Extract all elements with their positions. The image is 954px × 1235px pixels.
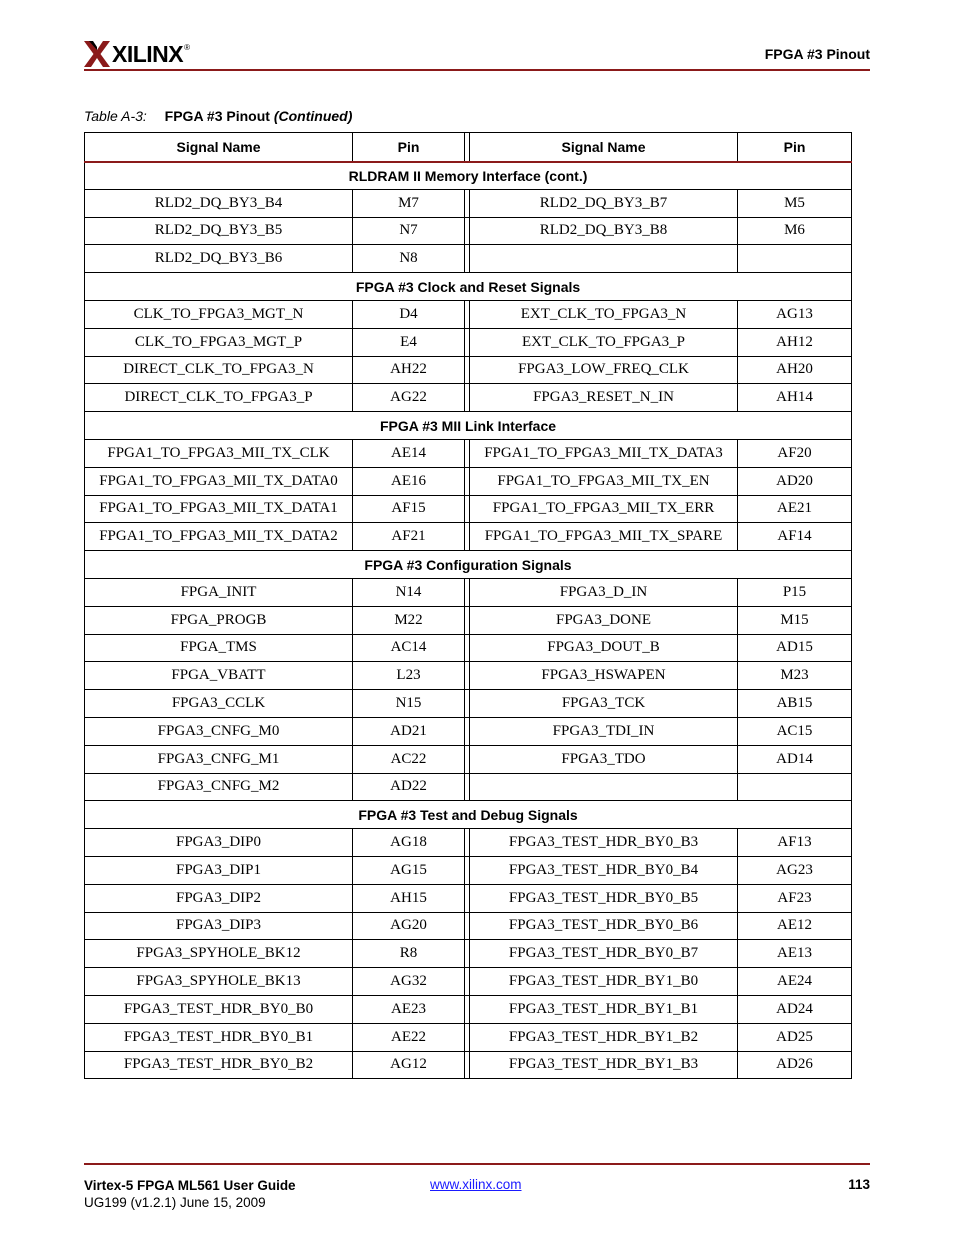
pin-left: N14: [353, 578, 465, 606]
table-row: [85, 578, 852, 606]
signal-name-right: FPGA1_TO_FPGA3_MII_TX_DATA3: [470, 439, 738, 467]
pin-right: AE24: [738, 968, 852, 996]
logo-text: XILINX: [112, 40, 184, 67]
pin-left: AG18: [353, 829, 465, 857]
signal-name-left: FPGA3_SPYHOLE_BK13: [85, 968, 353, 996]
pin-left: AH15: [353, 884, 465, 912]
signal-name-right: [470, 773, 738, 801]
section-row: [85, 801, 852, 829]
xilinx-logo: [84, 38, 190, 70]
pin-left: AC22: [353, 745, 465, 773]
signal-name-right: FPGA3_TEST_HDR_BY0_B3: [470, 829, 738, 857]
pin-left: AD21: [353, 717, 465, 745]
signal-name-right: FPGA3_TCK: [470, 690, 738, 718]
doc-id: UG199 (v1.2.1) June 15, 2009: [84, 1195, 266, 1210]
pin-left: AG20: [353, 912, 465, 940]
pin-right: M6: [738, 217, 852, 245]
footer-rule: [84, 1163, 870, 1165]
pin-right: [738, 773, 852, 801]
pin-left: AG15: [353, 856, 465, 884]
pin-left: AE16: [353, 467, 465, 495]
table-row: [85, 439, 852, 467]
signal-name-right: [470, 245, 738, 273]
signal-name-left: FPGA3_SPYHOLE_BK12: [85, 940, 353, 968]
section-heading: FPGA #3 Configuration Signals: [85, 551, 852, 579]
pin-right: AH12: [738, 328, 852, 356]
signal-name-right: FPGA3_RESET_N_IN: [470, 384, 738, 412]
pin-left: D4: [353, 300, 465, 328]
table-body: [85, 162, 852, 1079]
pin-right: AD24: [738, 995, 852, 1023]
signal-name-left: FPGA3_DIP1: [85, 856, 353, 884]
table-row: [85, 690, 852, 718]
section-title: FPGA #3 Pinout: [764, 46, 870, 62]
pin-left: E4: [353, 328, 465, 356]
pin-left: AH22: [353, 356, 465, 384]
signal-name-right: RLD2_DQ_BY3_B8: [470, 217, 738, 245]
section-heading: FPGA #3 Test and Debug Signals: [85, 801, 852, 829]
pin-right: M5: [738, 189, 852, 217]
section-row: [85, 162, 852, 190]
signal-name-right: FPGA1_TO_FPGA3_MII_TX_SPARE: [470, 523, 738, 551]
pin-right: P15: [738, 578, 852, 606]
signal-name-right: FPGA1_TO_FPGA3_MII_TX_ERR: [470, 495, 738, 523]
table-row: [85, 940, 852, 968]
signal-name-right: FPGA3_DONE: [470, 606, 738, 634]
pin-right: AH20: [738, 356, 852, 384]
xilinx-x-mark-icon: [84, 41, 110, 67]
signal-name-right: FPGA3_DOUT_B: [470, 634, 738, 662]
pin-left: AE22: [353, 1023, 465, 1051]
table-row: [85, 1023, 852, 1051]
signal-name-left: FPGA_INIT: [85, 578, 353, 606]
pin-right: AF14: [738, 523, 852, 551]
table-row: [85, 1051, 852, 1079]
pin-right: M23: [738, 662, 852, 690]
table-row: [85, 606, 852, 634]
table-row: [85, 495, 852, 523]
table-row: [85, 912, 852, 940]
guide-title: Virtex-5 FPGA ML561 User Guide: [84, 1178, 296, 1193]
pin-left: AC14: [353, 634, 465, 662]
table-row: [85, 467, 852, 495]
signal-name-right: EXT_CLK_TO_FPGA3_P: [470, 328, 738, 356]
section-heading: FPGA #3 Clock and Reset Signals: [85, 273, 852, 301]
pin-right: M15: [738, 606, 852, 634]
pin-right: AF13: [738, 829, 852, 857]
pin-right: AE13: [738, 940, 852, 968]
table-row: [85, 217, 852, 245]
table-row: [85, 745, 852, 773]
signal-name-right: FPGA3_TEST_HDR_BY1_B2: [470, 1023, 738, 1051]
signal-name-right: FPGA3_TEST_HDR_BY0_B4: [470, 856, 738, 884]
signal-name-left: RLD2_DQ_BY3_B6: [85, 245, 353, 273]
signal-name-left: FPGA_VBATT: [85, 662, 353, 690]
signal-name-left: FPGA3_CNFG_M2: [85, 773, 353, 801]
pin-left: AG22: [353, 384, 465, 412]
caption-title: FPGA #3 Pinout: [164, 108, 270, 124]
website-link[interactable]: www.xilinx.com: [430, 1177, 522, 1192]
table-row: [85, 300, 852, 328]
table-row: [85, 384, 852, 412]
pin-right: AD15: [738, 634, 852, 662]
signal-name-left: FPGA1_TO_FPGA3_MII_TX_DATA0: [85, 467, 353, 495]
table-row: [85, 634, 852, 662]
table-row: [85, 662, 852, 690]
table-row: [85, 245, 852, 273]
pin-left: AE14: [353, 439, 465, 467]
signal-name-left: DIRECT_CLK_TO_FPGA3_N: [85, 356, 353, 384]
signal-name-left: FPGA3_DIP0: [85, 829, 353, 857]
table-row: [85, 995, 852, 1023]
pin-left: AF21: [353, 523, 465, 551]
pin-left: M7: [353, 189, 465, 217]
signal-name-left: DIRECT_CLK_TO_FPGA3_P: [85, 384, 353, 412]
page-number: 113: [848, 1177, 870, 1192]
caption-continued: (Continued): [273, 108, 353, 124]
signal-name-right: FPGA3_HSWAPEN: [470, 662, 738, 690]
signal-name-left: FPGA3_TEST_HDR_BY0_B0: [85, 995, 353, 1023]
table-row: [85, 968, 852, 996]
signal-name-left: FPGA3_CNFG_M0: [85, 717, 353, 745]
pin-right: AG23: [738, 856, 852, 884]
table-header-row: [85, 133, 852, 162]
pin-left: AE23: [353, 995, 465, 1023]
signal-name-right: FPGA3_TDI_IN: [470, 717, 738, 745]
pin-left: AG32: [353, 968, 465, 996]
header-signal-name-left: Signal Name: [85, 133, 353, 162]
signal-name-left: FPGA3_TEST_HDR_BY0_B1: [85, 1023, 353, 1051]
pin-right: AD14: [738, 745, 852, 773]
pin-left: R8: [353, 940, 465, 968]
signal-name-right: FPGA3_TEST_HDR_BY1_B1: [470, 995, 738, 1023]
signal-name-left: FPGA1_TO_FPGA3_MII_TX_CLK: [85, 439, 353, 467]
section-heading: FPGA #3 MII Link Interface: [85, 412, 852, 440]
pin-right: AC15: [738, 717, 852, 745]
pin-right: AD26: [738, 1051, 852, 1079]
section-heading: RLDRAM II Memory Interface (cont.): [85, 162, 852, 190]
signal-name-right: FPGA3_TEST_HDR_BY0_B5: [470, 884, 738, 912]
registered-mark: ®: [184, 42, 191, 52]
pin-left: AF15: [353, 495, 465, 523]
pin-right: AE12: [738, 912, 852, 940]
pin-right: AF23: [738, 884, 852, 912]
table-row: [85, 523, 852, 551]
pin-right: [738, 245, 852, 273]
signal-name-right: RLD2_DQ_BY3_B7: [470, 189, 738, 217]
signal-name-right: FPGA3_TEST_HDR_BY1_B0: [470, 968, 738, 996]
pin-left: M22: [353, 606, 465, 634]
pin-right: AD20: [738, 467, 852, 495]
signal-name-right: EXT_CLK_TO_FPGA3_N: [470, 300, 738, 328]
signal-name-right: FPGA1_TO_FPGA3_MII_TX_EN: [470, 467, 738, 495]
header-signal-name-right: Signal Name: [470, 133, 738, 162]
pin-right: AH14: [738, 384, 852, 412]
signal-name-left: FPGA3_CCLK: [85, 690, 353, 718]
section-row: [85, 412, 852, 440]
signal-name-right: FPGA3_TEST_HDR_BY0_B6: [470, 912, 738, 940]
pin-right: AF20: [738, 439, 852, 467]
table-row: [85, 189, 852, 217]
signal-name-left: CLK_TO_FPGA3_MGT_P: [85, 328, 353, 356]
signal-name-left: RLD2_DQ_BY3_B4: [85, 189, 353, 217]
signal-name-left: FPGA1_TO_FPGA3_MII_TX_DATA2: [85, 523, 353, 551]
table-row: [85, 773, 852, 801]
table-row: [85, 884, 852, 912]
table-row: [85, 356, 852, 384]
table-row: [85, 856, 852, 884]
table-row: [85, 717, 852, 745]
header-pin-left: Pin: [353, 133, 465, 162]
signal-name-left: FPGA3_TEST_HDR_BY0_B2: [85, 1051, 353, 1079]
signal-name-left: FPGA_PROGB: [85, 606, 353, 634]
pin-right: AD25: [738, 1023, 852, 1051]
signal-name-right: FPGA3_LOW_FREQ_CLK: [470, 356, 738, 384]
table-row: [85, 328, 852, 356]
signal-name-right: FPGA3_TDO: [470, 745, 738, 773]
signal-name-right: FPGA3_TEST_HDR_BY0_B7: [470, 940, 738, 968]
section-row: [85, 551, 852, 579]
signal-name-left: FPGA3_DIP3: [85, 912, 353, 940]
pin-left: N8: [353, 245, 465, 273]
caption-prefix: Table A-3:: [84, 108, 147, 124]
pin-right: AB15: [738, 690, 852, 718]
table-caption: [84, 108, 352, 124]
pin-right: AE21: [738, 495, 852, 523]
signal-name-left: FPGA1_TO_FPGA3_MII_TX_DATA1: [85, 495, 353, 523]
signal-name-right: FPGA3_D_IN: [470, 578, 738, 606]
header-pin-right: Pin: [738, 133, 852, 162]
pin-left: N7: [353, 217, 465, 245]
signal-name-left: FPGA_TMS: [85, 634, 353, 662]
section-row: [85, 273, 852, 301]
signal-name-left: FPGA3_CNFG_M1: [85, 745, 353, 773]
table-row: [85, 829, 852, 857]
signal-name-left: FPGA3_DIP2: [85, 884, 353, 912]
header-rule: [84, 69, 870, 71]
pinout-table: [84, 132, 852, 1079]
pin-right: AG13: [738, 300, 852, 328]
pin-left: N15: [353, 690, 465, 718]
pin-left: L23: [353, 662, 465, 690]
signal-name-left: RLD2_DQ_BY3_B5: [85, 217, 353, 245]
signal-name-right: FPGA3_TEST_HDR_BY1_B3: [470, 1051, 738, 1079]
pin-left: AD22: [353, 773, 465, 801]
signal-name-left: CLK_TO_FPGA3_MGT_N: [85, 300, 353, 328]
pin-left: AG12: [353, 1051, 465, 1079]
footer-left: [84, 1177, 296, 1211]
